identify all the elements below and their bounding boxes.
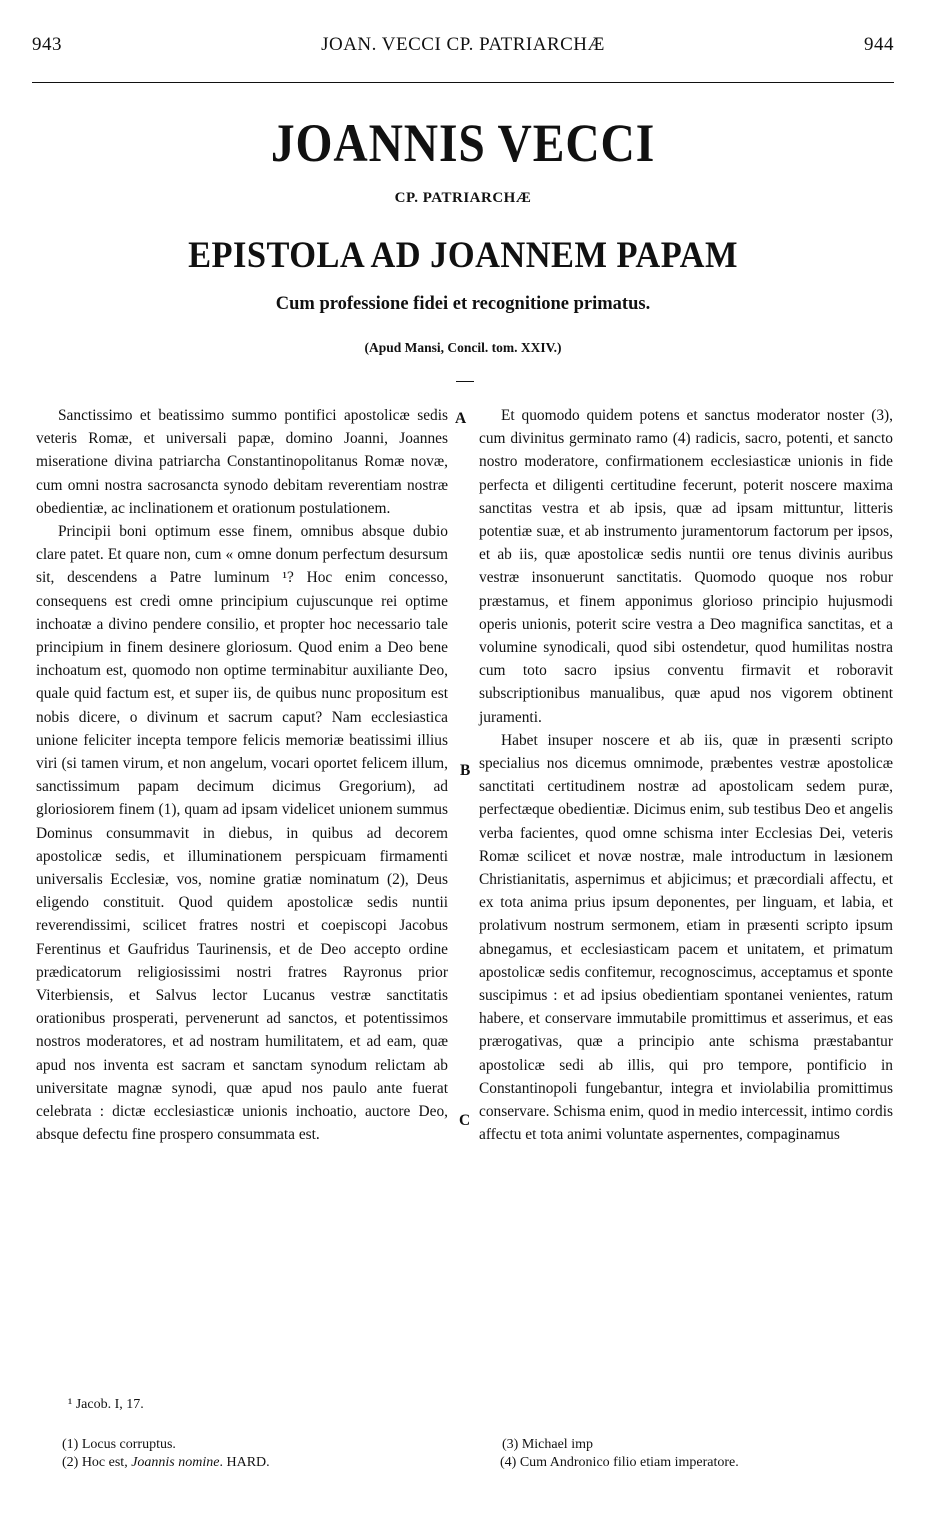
footnote-2-suffix: . HARD. xyxy=(219,1455,270,1470)
main-title: JOANNIS VECCI xyxy=(270,113,656,173)
scripture-footnote: ¹ Jacob. I, 17. xyxy=(68,1397,144,1412)
sub-title: CP. PATRIARCHÆ xyxy=(394,190,532,206)
description-line: Cum professione fidei et recognitione primatus. xyxy=(275,294,651,314)
header-rule xyxy=(32,82,894,83)
body-paragraph: Et quomodo quidem potens et sanctus moderator noster (3), cum divinitus germinato ramo (4) radicis, sacro, potenti, et sancto nostro moderatore, confirmationem ecclesiasticæ unionis in fide perfecta et diligenti certitudine fecerunt, poterit noscere maxima sanctitas vestra et ab ipsis, quæ ad ipsam mittuntur, litteris potentiæ suæ, et ab instrumento juramentorum factorum per ipsos, et ab iis, quæ apostolicæ sedis nuntii ore tenus divinis auribus vestræ insonuerunt sanctitatis. Quomodo quoque nos robur præstamus, et finem apponimus glorioso principio hujusmodi operis unionis, poterit scire vestra a Deo magnifica sanctitas, et a volumine synodicali, quod sibi ostendetur, quod humilitas nostra cum toto sacro ipsius conventu firmavit et roboravit subscriptionibus manualibus, quæ apud nos vigorem obtinent juramenti. xyxy=(479,407,893,726)
footnote-1: (1) Locus corruptus. xyxy=(62,1437,176,1452)
footnote-2-prefix: (2) Hoc est, xyxy=(62,1455,132,1470)
running-head xyxy=(32,34,894,58)
left-page-number: 943 xyxy=(32,34,62,55)
footnote-3: (3) Michael imp xyxy=(502,1437,593,1452)
margin-letter-c: C xyxy=(459,1112,471,1129)
source-reference: (Apud Mansi, Concil. tom. XXIV.) xyxy=(364,340,562,355)
right-column xyxy=(479,404,893,1147)
salutation-paragraph: Sanctissimo et beatissimo summo pontifici apostolicæ sedis veteris Romæ, et universali papæ, domino Joanni, Joannes miseratione divina patriarcha Constantinopolitanus Romæ novæ, cum omni nostra sacrosancta synodo debitam reverentiam nostræ obedientiæ, ac inclinationem et orationum postulationem. xyxy=(36,407,448,517)
epistle-title: EPISTOLA AD JOANNEM PAPAM xyxy=(188,235,738,276)
right-page-number: 944 xyxy=(864,34,894,55)
left-column xyxy=(36,404,448,1147)
title-separator xyxy=(456,381,474,382)
body-paragraph: Principii boni optimum esse finem, omnibus absque dubio clare patet. Et quare non, cum « omne donum perfectum desursum sit, descendens a Patre luminum ¹? Hoc enim concesso, consequens est credi omne principium cujuscunque rei optime inchoatæ a divino pendere consilio, et propter hoc necessario tale principium in finem desinere gloriosum. Quod enim a Deo bene inchoatum est, quomodo non optime terminabitur auxiliante Deo, quale quid factum est, et super iis, de quibus nunc propositum est nobis dicere, o divinum et sacrum caput? Nam ecclesiastica unione feliciter incepta tempore felicis memoriæ beatissimi illius viri (si tamen virum, et non angelum, vocari oportet felicem illum, sanctissimum papam decimum dicimus Gregorium), ad gloriosiorem finem (1), quam ad ipsam videlicet unionem summus Dominus consummavit in diebus, in quibus ad decorem apostolicæ sedis, et illuminationem perspicuam firmamenti universalis Ecclesiæ, vos, nomine gratiæ nominatum (2), Deus eligendo constituit. Quod quidem apostolicæ sedis nuntii reverendissimi, scilicet fratres nostri et coepiscopi Jacobus Ferentinus et Gaufridus Taurinensis, et de Deo accepto ordine prædicatorum religiosissimi nostri fratres Rayronus prior Viterbiensis, et Salvus lector Lucanus vestræ sanctitatis orationibus prosperati, pervenerunt ad sanctos, et potentissimos nostros moderatores, et ad nostram humilitatem, et ad eam, quæ apud nos inventa est sacram et sanctam synodum relictam ab universitate magnæ synodi, quæ apud nos paulo ante fuerat celebrata : dictæ ecclesiasticæ unionis inchoatio, auctore Deo, absque defectu fine prospero consummata est. xyxy=(36,523,448,1144)
footnote-4: (4) Cum Andronico filio etiam imperatore. xyxy=(500,1455,739,1470)
footnote-2 xyxy=(62,1454,270,1472)
running-title: JOAN. VECCI CP. PATRIARCHÆ xyxy=(321,34,605,55)
margin-letter-a: A xyxy=(455,410,467,427)
margin-letter-b: B xyxy=(460,762,471,779)
footnote-2-italic: Joannis nomine xyxy=(131,1455,220,1470)
body-paragraph: Habet insuper noscere et ab iis, quæ in præsenti scripto specialius nos dicemus omnimode, præbentes vestræ apostolicæ sanctitati certitudinem nostræ ad apostolicam sedem puræ, perfectæque obedientiæ. Dicimus enim, sub testibus Deo et angelis verba facientes, quod omne schisma inter Ecclesias Dei, veteris Romæ scilicet et novæ nostræ, male introductum in læsionem Christianitatis, aspernimus et abjicimus; et præcordiali affectu, et ex tota anima prius ipsum deponentes, per linguam, et labia, et prolativum nostrum sermonem, etiam in præsenti scripto ipsum abnegamus, et ecclesiasticam pacem et unitatem, et primatum apostolicæ sedis confitemur, recognoscimus, acceptamus et sponte suscipimus : et ad ipsius obedientiam spontanei venientes, ratum habere, et conservare immutabile promittimus et asserimus, et eas prærogativas, quæ a principio ante schisma præstabantur apostolicæ sedi ab illis, qui pro tempore, pontificio in Constantinopoli fungebantur, integra et inviolabilia promittimus conservare. Schisma enim, quod in medio intercessit, intimo cordis affectu et tota animi voluntate aspernentes, compaginamus xyxy=(479,731,893,1144)
